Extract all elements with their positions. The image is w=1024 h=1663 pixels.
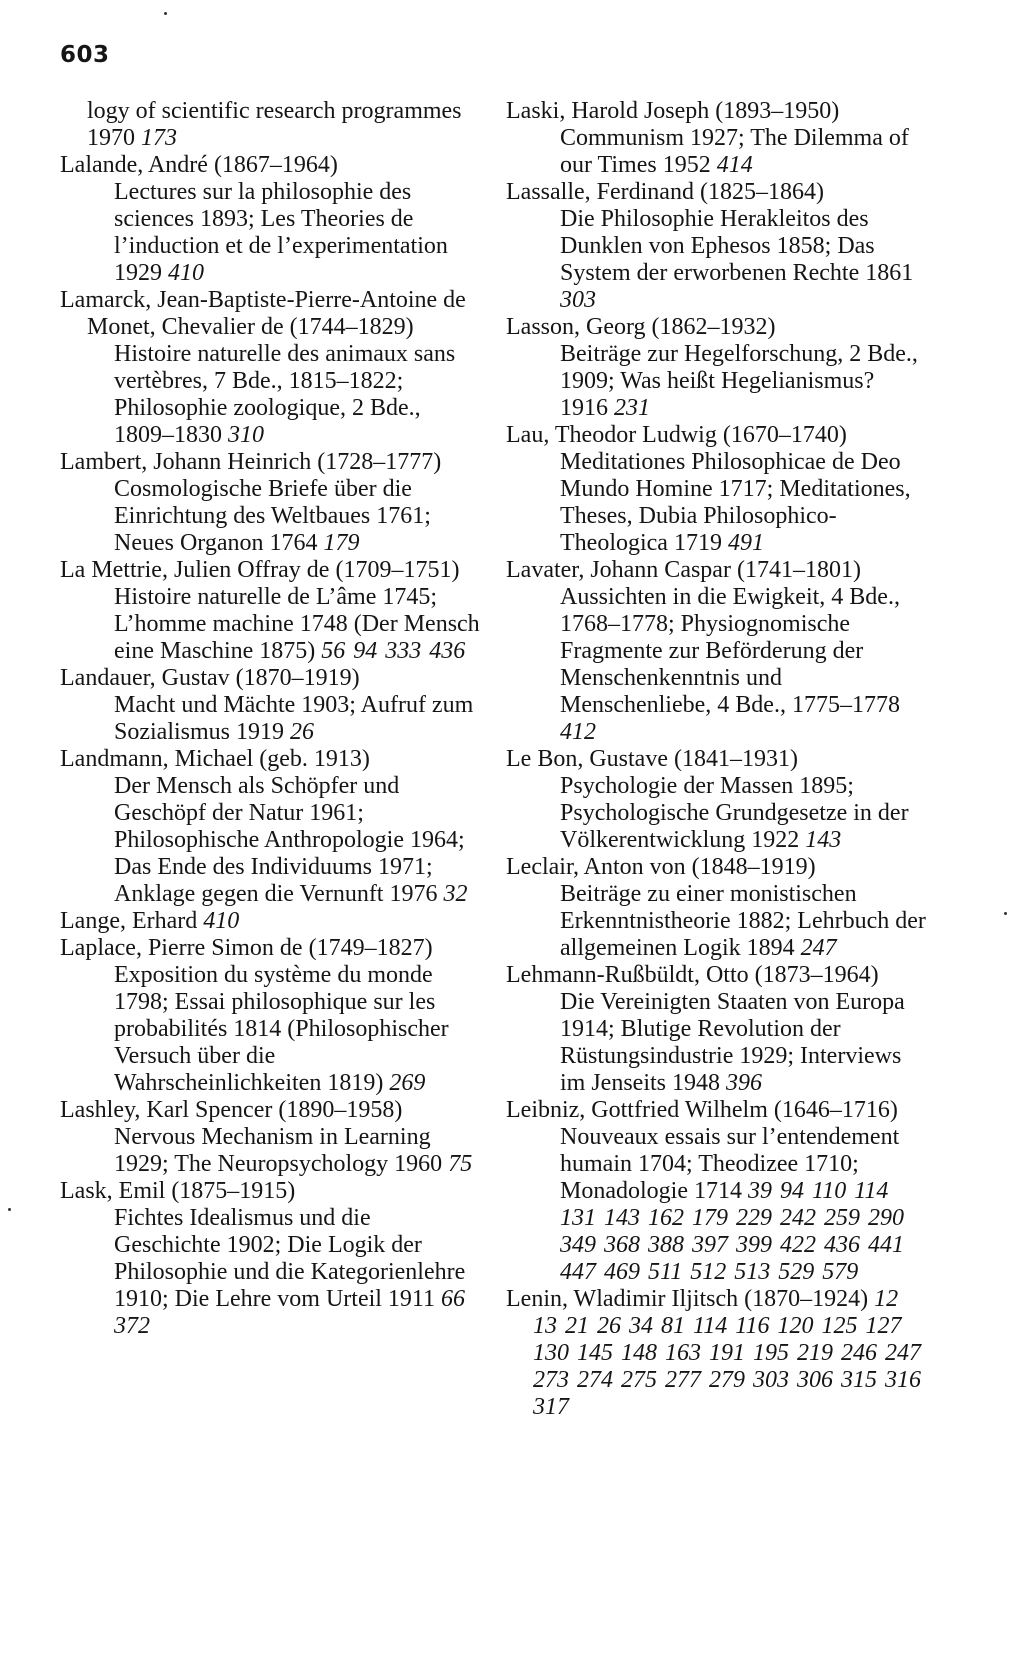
page-references: 39 94 110 114 131 143 162 179 229 242 259 290 349 368 388 397 399 422 436 441 447 469 511 512 513 529 579 <box>560 1178 904 1285</box>
entry-works <box>87 476 480 557</box>
page-references: 412 <box>560 719 596 745</box>
entry-works <box>87 1124 480 1178</box>
entry-name: Lassalle, Ferdinand (1825–1864) <box>506 179 824 205</box>
page-references: 143 <box>805 827 842 853</box>
entry-text: Die Philosophie Herakleitos des Dunklen von Ephesos 1858; Das System der erworbenen Rechte 1861 <box>560 206 914 286</box>
index-column-left <box>60 98 480 1340</box>
entry-text: Histoire naturelle de L’âme 1745; L’homme machine 1748 (Der Mensch eine Maschine 1875) <box>114 584 480 664</box>
scan-speck <box>8 1208 11 1211</box>
entry-works <box>533 881 926 962</box>
entry-text: Lectures sur la philosophie des sciences 1893; Les Theories de l’induction et de l’experimentation 1929 <box>114 179 448 286</box>
entry-text: Meditationes Philosophicae de Deo Mundo Homine 1717; Meditationes, Theses, Dubia Philosophico-Theologica 1719 <box>560 449 911 556</box>
entry-name: Le Bon, Gustave (1841–1931) <box>506 746 798 772</box>
entry-text: Communism 1927; The Dilemma of our Times 1952 <box>560 125 909 178</box>
entry-works <box>87 692 480 746</box>
entry-works <box>533 125 926 179</box>
entry-text: logy of scientific research programmes 1970 <box>87 98 462 151</box>
index-column-right <box>506 98 926 1421</box>
index-entry <box>60 449 480 557</box>
index-entry <box>506 1286 926 1421</box>
entry-works <box>87 584 480 665</box>
entry-text: Fichtes Idealismus und die Geschichte 1902; Die Logik der Philosophie und die Kategorienlehre 1910; Die Lehre vom Urteil 1911 <box>114 1205 466 1312</box>
entry-works <box>533 449 926 557</box>
entry-name: Lenin, Wladimir Iljitsch (1870–1924) <box>506 1286 869 1312</box>
entry-name: Lavater, Johann Caspar (1741–1801) <box>506 557 861 583</box>
index-entry <box>60 152 480 287</box>
scan-speck <box>1004 912 1007 915</box>
entry-works <box>87 1205 480 1340</box>
entry-works <box>533 989 926 1097</box>
index-entry-continuation <box>60 98 480 152</box>
index-entry <box>60 287 480 449</box>
index-entry <box>506 854 926 962</box>
entry-name: La Mettrie, Julien Offray de (1709–1751) <box>60 557 460 583</box>
page-references: 491 <box>727 530 764 556</box>
page-references: 396 <box>726 1070 762 1096</box>
index-entry <box>60 1097 480 1178</box>
page-references: 303 <box>560 287 596 313</box>
entry-text: Histoire naturelle des animaux sans vertèbres, 7 Bde., 1815–1822; Philosophie zoologique, 2 Bde., 1809–1830 <box>114 341 456 448</box>
entry-text: Nervous Mechanism in Learning 1929; The Neuropsychology 1960 <box>114 1124 443 1177</box>
entry-text: Macht und Mächte 1903; Aufruf zum Sozialismus 1919 <box>114 692 474 745</box>
entry-text: Beiträge zu einer monistischen Erkenntnistheorie 1882; Lehrbuch der allgemeinen Logik 1894 <box>560 881 926 961</box>
page-references: 75 <box>448 1151 473 1177</box>
entry-name: Leibniz, Gottfried Wilhelm (1646–1716) <box>506 1097 898 1123</box>
page-references: 179 <box>323 530 360 556</box>
entry-name: Lasson, Georg (1862–1932) <box>506 314 776 340</box>
page-references: 231 <box>614 395 650 421</box>
index-entry <box>506 746 926 854</box>
page-references: 414 <box>716 152 753 178</box>
index-entry <box>506 314 926 422</box>
page-references: 66 372 <box>114 1286 466 1339</box>
entry-name: Lau, Theodor Ludwig (1670–1740) <box>506 422 847 448</box>
page-references: 247 <box>800 935 837 961</box>
entry-name: Lange, Erhard <box>60 908 198 934</box>
entry-text: Psychologie der Massen 1895; Psychologische Grundgesetze in der Völkerentwicklung 1922 <box>560 773 909 853</box>
entry-name: Lashley, Karl Spencer (1890–1958) <box>60 1097 403 1123</box>
entry-name: Laplace, Pierre Simon de (1749–1827) <box>60 935 433 961</box>
entry-text: Nouveaux essais sur l’entendement humain 1704; Theodizee 1710; Monadologie 1714 <box>560 1124 900 1204</box>
scan-speck <box>164 12 167 15</box>
page-references: 12 13 21 26 34 81 114 116 120 125 127 130 145 148 163 191 195 219 246 247 273 274 275 277 279 303 306 315 316 317 <box>533 1286 921 1420</box>
index-entry <box>60 1178 480 1340</box>
index-entry <box>506 557 926 746</box>
entry-text: Cosmologische Briefe über die Einrichtung des Weltbaues 1761; Neues Organon 1764 <box>114 476 431 556</box>
entry-works <box>533 206 926 314</box>
entry-works <box>533 1124 926 1286</box>
entry-works <box>533 584 926 746</box>
entry-name: Lehmann-Rußbüldt, Otto (1873–1964) <box>506 962 879 988</box>
entry-text: Aussichten in die Ewigkeit, 4 Bde., 1768–1778; Physiognomische Fragmente zur Beförderung der Menschenkenntnis und Menschenliebe, 4 Bde., 1775–1778 <box>560 584 900 718</box>
entry-works <box>533 341 926 422</box>
page-references: 26 <box>290 719 315 745</box>
entry-name: Lambert, Johann Heinrich (1728–1777) <box>60 449 442 475</box>
page-references: 269 <box>389 1070 426 1096</box>
index-entry <box>60 746 480 908</box>
index-entry <box>60 557 480 665</box>
index-entry <box>506 98 926 179</box>
entry-text: Exposition du système du monde 1798; Essai philosophique sur les probabilités 1814 (Philosophischer Versuch über die Wahrscheinlichkeiten 1819) <box>114 962 449 1096</box>
entry-name: Lask, Emil (1875–1915) <box>60 1178 296 1204</box>
entry-text: Beiträge zur Hegelforschung, 2 Bde., 1909; Was heißt Hegelianismus? 1916 <box>560 341 918 421</box>
index-entry <box>60 935 480 1097</box>
entry-name: Leclair, Anton von (1848–1919) <box>506 854 816 880</box>
page-references: 56 94 333 436 <box>321 638 466 664</box>
entry-name: Landmann, Michael (geb. 1913) <box>60 746 370 772</box>
entry-text: Der Mensch als Schöpfer und Geschöpf der Natur 1961; Philosophische Anthropologie 1964; Das Ende des Individuums 1971; Anklage gegen die Vernunft 1976 <box>114 773 465 907</box>
index-entry <box>60 665 480 746</box>
entry-name: Lamarck, Jean-Baptiste-Pierre-Antoine de Monet, Chevalier de (1744–1829) <box>60 287 466 340</box>
index-entry <box>506 179 926 314</box>
index-entry <box>506 422 926 557</box>
entry-works <box>87 962 480 1097</box>
entry-works <box>87 773 480 908</box>
page-references: 173 <box>141 125 177 151</box>
entry-works <box>87 341 480 449</box>
page-number: 603 <box>60 42 110 68</box>
entry-works <box>533 773 926 854</box>
page-references: 310 <box>228 422 264 448</box>
index-entry <box>60 908 480 935</box>
entry-text: Die Vereinigten Staaten von Europa 1914; Blutige Revolution der Rüstungsindustrie 1929; Interviews im Jenseits 1948 <box>560 989 905 1096</box>
index-entry <box>506 962 926 1097</box>
page-references: 410 <box>203 908 240 934</box>
index-entry <box>506 1097 926 1286</box>
entry-works <box>87 179 480 287</box>
page-references: 32 <box>443 881 468 907</box>
entry-name: Lalande, André (1867–1964) <box>60 152 338 178</box>
entry-name: Laski, Harold Joseph (1893–1950) <box>506 98 840 124</box>
entry-name: Landauer, Gustav (1870–1919) <box>60 665 360 691</box>
page-references: 410 <box>168 260 204 286</box>
